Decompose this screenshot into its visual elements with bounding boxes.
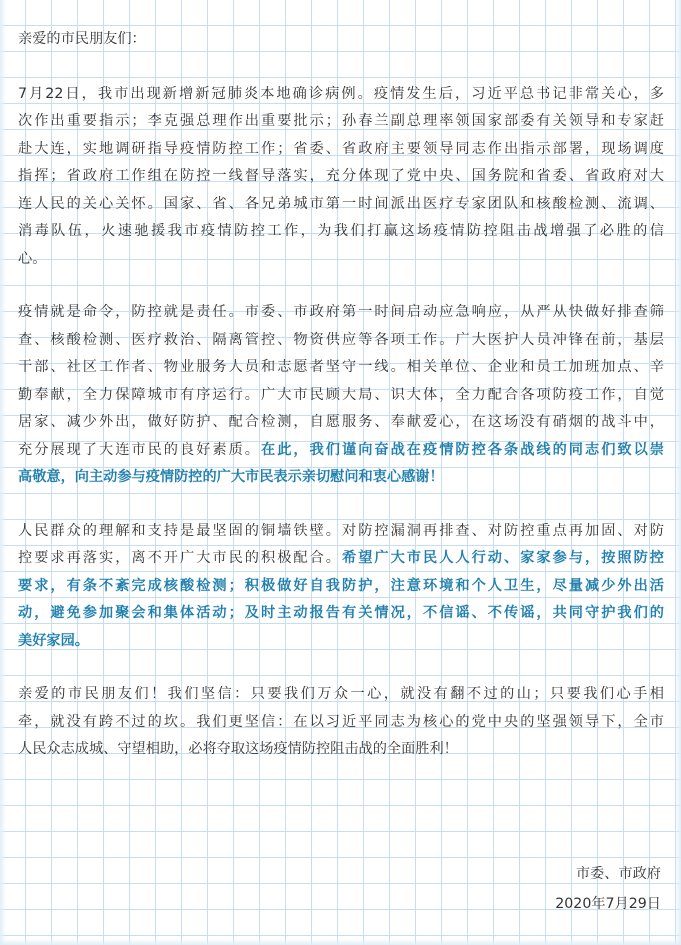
paragraph-line: 心。 [18, 250, 47, 267]
paragraph-4 [18, 681, 664, 764]
highlighted-line: 美好家园。 [18, 632, 89, 649]
paragraph-line: 次作出重要指示；李克强总理作出重要批示；孙春兰副总理率领国家部委有关领导和专家赶 [18, 113, 664, 129]
paragraph-line: 牵，就没有跨不过的坎。我们更坚信：在以习近平同志为核心的党中央的坚强领导下，全市 [18, 713, 664, 730]
page-frame-left [0, 0, 6, 945]
paragraph-2 [18, 299, 664, 492]
paragraph-line: 查、核酸检测、医疗救治、隔离管控、物资供应等各项工作。广大医护人员冲锋在前，基层 [18, 331, 664, 348]
paragraph-1 [18, 81, 664, 274]
paragraph-3 [18, 518, 664, 656]
paragraph-line: 7月22日，我市出现新增新冠肺炎本地确诊病例。疫情发生后，习近平总书记非常关心，多 [18, 85, 664, 102]
paragraph-line: 干部、社区工作者、物业服务人员和志愿者坚守一线。相关单位、企业和员工加班加点、辛 [18, 359, 664, 375]
paragraph-line-mixed [18, 437, 664, 465]
highlighted-text: 希望广大市民人人行动、家家参与，按照防控 [342, 550, 664, 566]
paragraph-line: 人民众志成城、守望相助，必将夺取这场疫情防控阻击战的全面胜利！ [18, 741, 458, 757]
signature-date: 2020年7月29日 [555, 896, 661, 912]
paragraph-line: 居家、减少外出，做好防护、配合检测，自愿服务、奉献爱心，在这场没有硝烟的战斗中， [18, 414, 664, 430]
highlighted-line: 动，避免参加聚会和集体活动；及时主动报告有关情况，不信谣、不传谣，共同守护我们的 [18, 605, 664, 621]
signature-org: 市委、市政府 [575, 866, 661, 882]
paragraph-line: 赴大连，实地调研指导疫情防控工作；省委、省政府主要领导同志作出指示部署，现场调度 [18, 140, 664, 157]
signature-block [555, 861, 661, 918]
paragraph-line: 人民群众的理解和支持是最坚固的铜墙铁壁。对防控漏洞再排查、对防控重点再加固、对防 [18, 522, 664, 539]
paragraph-line: 疫情就是命令，防控就是责任。市委、市政府第一时间启动应急响应，从严从快做好排查筛 [18, 304, 664, 320]
paragraph-line-mixed [18, 545, 664, 573]
letter-body [18, 26, 664, 790]
page-frame-bottom [0, 939, 681, 945]
paragraph-line: 亲爱的市民朋友们！我们坚信：只要我们万众一心，就没有翻不过的山；只要我们心手相 [18, 686, 664, 702]
highlighted-text: 在此，我们谨向奋战在疫情防控各条战线的同志们致以崇 [261, 441, 664, 458]
paragraph-line: 勤奉献，全力保障城市有序运行。广大市民顾大局、识大体，全力配合各项防疫工作，自觉 [18, 386, 664, 403]
paragraph-line: 消毒队伍，火速驰援我市疫情防控工作，为我们打赢这场疫情防控阻击战增强了必胜的信 [18, 223, 664, 239]
plain-text: 控要求再落实，离不开广大市民的积极配合。 [18, 550, 342, 566]
highlighted-line: 高敬意，向主动参与疫情防控的广大市民表示亲切慰问和衷心感谢！ [18, 469, 444, 485]
page-frame-right [675, 0, 681, 945]
plain-text: 充分展现了大连市民的良好素质。 [18, 441, 261, 458]
paragraph-line: 连人民的关心关怀。国家、省、各兄弟城市第一时间派出医疗专家团队和核酸检测、流调、 [18, 195, 664, 212]
paragraph-line: 指挥；省政府工作组在防控一线督导落实，充分体现了党中央、国务院和省委、省政府对大 [18, 168, 664, 184]
salutation: 亲爱的市民朋友们： [18, 31, 146, 47]
highlighted-line: 要求，有条不紊完成核酸检测；积极做好自我防护，注意环境和个人卫生，尽量减少外出活 [18, 577, 664, 594]
